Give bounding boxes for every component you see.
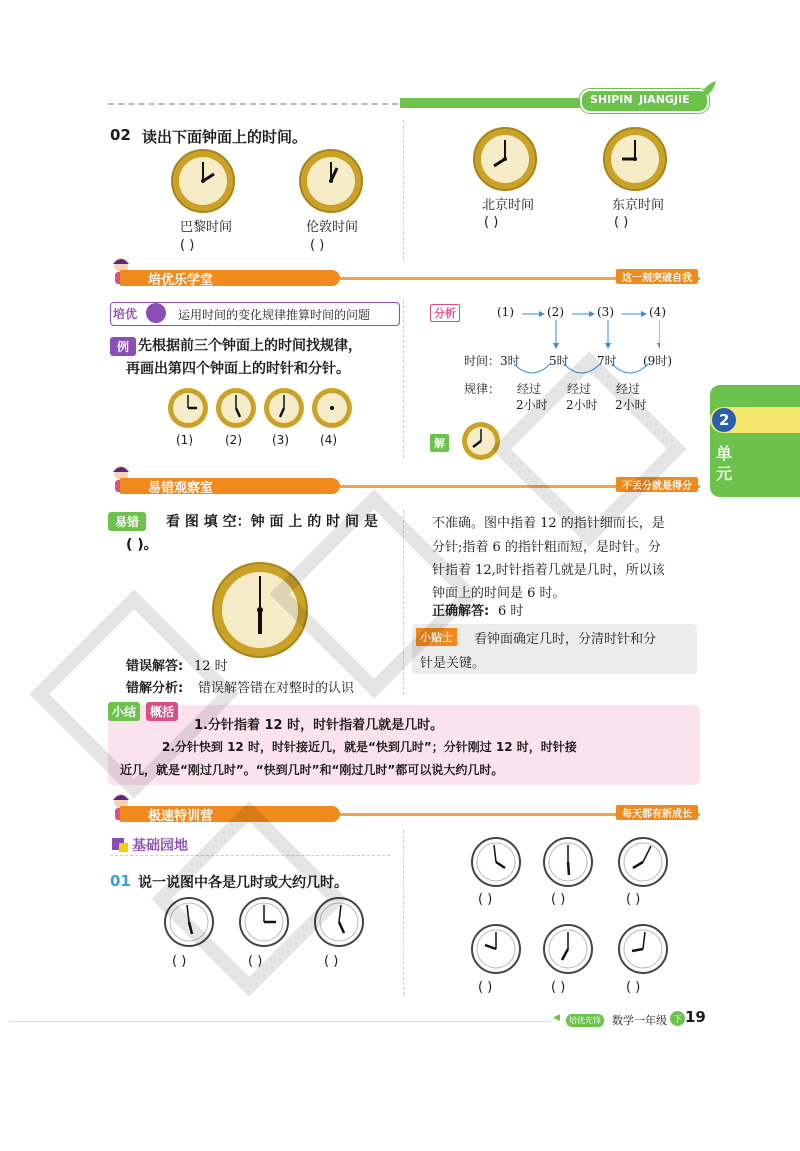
leaf-icon bbox=[698, 78, 720, 102]
jichu-q-text: 说一说图中各是几时或大约几时。 bbox=[138, 875, 348, 891]
clock-paris-label: 巴黎时间 bbox=[180, 220, 233, 235]
q02-text: 读出下面钟面上的时间。 bbox=[142, 128, 308, 146]
rule-1-b: 2小时 bbox=[516, 398, 548, 412]
yicuo-q-line2[interactable]: ( )。 bbox=[126, 537, 158, 553]
clock-london bbox=[298, 148, 364, 214]
exercise-answer-5[interactable]: ( ) bbox=[551, 892, 566, 907]
jichu-title: 基础园地 bbox=[132, 838, 188, 854]
example-label-2: (2) bbox=[225, 433, 242, 447]
seq-1: (1) bbox=[497, 305, 514, 319]
banner-tag: 每天都有新成长 bbox=[616, 805, 698, 820]
yicuo-q-line1: 看 图 填 空：钟 面 上 的 时 间 是 bbox=[166, 514, 378, 530]
banner-tag: 不丢分就是得分 bbox=[616, 477, 698, 492]
clock-london-label: 伦敦时间 bbox=[306, 220, 359, 235]
banner-jisu bbox=[110, 800, 700, 824]
exercise-answer-3[interactable]: ( ) bbox=[324, 954, 339, 969]
column-divider-bottom bbox=[403, 830, 404, 995]
peiyou-badge: 培优 bbox=[113, 307, 138, 321]
rule-2: 经过 bbox=[567, 382, 592, 396]
unit-char-1: 单 bbox=[716, 444, 733, 463]
rule-2-b: 2小时 bbox=[566, 398, 598, 412]
rule-1: 经过 bbox=[517, 382, 542, 396]
analysis-label: 错解分析: bbox=[126, 681, 184, 696]
tip-line2: 针是关键。 bbox=[420, 656, 486, 671]
clock-tokyo bbox=[602, 126, 668, 192]
banner-peiyou bbox=[110, 264, 700, 288]
wrong-value: 12 时 bbox=[194, 659, 228, 674]
column-divider-mid bbox=[403, 300, 404, 458]
exercise-clock-5 bbox=[542, 836, 594, 888]
jichu-square-icon-2 bbox=[119, 843, 128, 852]
answer-badge: 解 bbox=[430, 434, 449, 452]
correct-value: 6 时 bbox=[498, 604, 524, 619]
example-label-4: (4) bbox=[320, 433, 337, 447]
exercise-answer-4[interactable]: ( ) bbox=[478, 892, 493, 907]
peiyou-circle-icon bbox=[146, 303, 166, 323]
exercise-clock-6 bbox=[617, 836, 669, 888]
analysis-cont-4: 钟面上的时间是 6 时。 bbox=[432, 586, 566, 601]
clock-tokyo-label: 东京时间 bbox=[612, 198, 665, 213]
clock-paris-answer[interactable]: ( ) bbox=[180, 238, 195, 253]
time-prefix: 时间： bbox=[464, 354, 501, 368]
header-brand bbox=[580, 89, 709, 113]
seq-4: (4) bbox=[649, 305, 666, 319]
tip-badge: 小贴士 bbox=[416, 628, 457, 646]
analysis-cont-3: 针指着 12,时针指着几就是几时，所以该 bbox=[432, 563, 665, 578]
time-4: (9时) bbox=[643, 354, 672, 368]
example-clock-1 bbox=[166, 386, 210, 430]
exercise-answer-8[interactable]: ( ) bbox=[551, 980, 566, 995]
summary-badge-2: 概括 bbox=[146, 702, 178, 721]
clock-paris bbox=[170, 148, 236, 214]
exercise-clock-4 bbox=[470, 836, 522, 888]
exercise-clock-8 bbox=[542, 923, 594, 975]
unit-tab bbox=[710, 385, 800, 497]
example-clock-4 bbox=[310, 386, 354, 430]
example-clock-3 bbox=[262, 386, 306, 430]
header-green-stripe bbox=[400, 98, 600, 108]
header-dashed-line bbox=[108, 103, 398, 105]
example-line1: 先根据前三个钟面上的时间找规律， bbox=[138, 338, 362, 354]
footer-page: 19 bbox=[685, 1008, 706, 1026]
footer-badge: 培优先锋 bbox=[566, 1014, 604, 1027]
banner-title: 培优乐学堂 bbox=[148, 273, 214, 288]
example-badge: 例 bbox=[110, 337, 136, 356]
exercise-answer-6[interactable]: ( ) bbox=[626, 892, 641, 907]
exercise-clock-7 bbox=[470, 923, 522, 975]
analysis-cont-2: 分针;指着 6 的指针粗而短，是时针。分 bbox=[432, 540, 661, 555]
rule-3-b: 2小时 bbox=[615, 398, 647, 412]
exercise-answer-1[interactable]: ( ) bbox=[172, 954, 187, 969]
banner-title: 极速特训营 bbox=[148, 809, 214, 824]
rule-prefix: 规律： bbox=[464, 382, 501, 396]
footer-subject: 数学一年级 bbox=[612, 1014, 667, 1027]
clock-beijing bbox=[472, 126, 538, 192]
seq-3: (3) bbox=[597, 305, 614, 319]
example-line2: 再画出第四个钟面上的时针和分针。 bbox=[126, 361, 350, 377]
time-2: 5时 bbox=[549, 354, 569, 368]
exercise-answer-2[interactable]: ( ) bbox=[248, 954, 263, 969]
unit-char-2: 元 bbox=[716, 464, 733, 483]
brand-right: JIANGJIE bbox=[639, 93, 690, 106]
time-3: 7时 bbox=[597, 354, 617, 368]
yicuo-badge: 易错 bbox=[108, 512, 146, 531]
example-clock-2 bbox=[214, 386, 258, 430]
clock-tokyo-answer[interactable]: ( ) bbox=[614, 215, 629, 230]
unit-number: 2 bbox=[719, 411, 730, 429]
q02-number: 02 bbox=[110, 126, 131, 144]
banner-title: 易错观察室 bbox=[148, 481, 214, 496]
clock-beijing-answer[interactable]: ( ) bbox=[484, 215, 499, 230]
clock-beijing-label: 北京时间 bbox=[482, 198, 535, 213]
rule-3: 经过 bbox=[616, 382, 641, 396]
footer-line bbox=[10, 1021, 550, 1022]
example-label-3: (3) bbox=[272, 433, 289, 447]
brand-left: SHIPIN bbox=[590, 93, 633, 106]
wrong-label: 错误解答: bbox=[126, 659, 184, 674]
exercise-answer-9[interactable]: ( ) bbox=[626, 980, 641, 995]
analysis-cont-1: 不准确。图中指着 12 的指针细而长，是 bbox=[432, 516, 665, 531]
summary-badge-1: 小结 bbox=[108, 702, 140, 721]
column-divider-top bbox=[403, 120, 404, 260]
example-label-1: (1) bbox=[176, 433, 193, 447]
answer-clock bbox=[460, 420, 502, 462]
summary-line2: 2.分针快到 12 时，时针接近几，就是“快到几时”；分针刚过 12 时，时针接 bbox=[162, 740, 577, 754]
footer-arrow-icon: ◀ bbox=[553, 1013, 560, 1023]
exercise-clock-9 bbox=[617, 923, 669, 975]
analysis-badge: 分析 bbox=[430, 304, 460, 322]
tip-line1: 看钟面确定几时，分清时针和分 bbox=[474, 632, 657, 647]
summary-line1: 1.分针指着 12 时，时针指着几就是几时。 bbox=[194, 718, 444, 733]
summary-line3: 近几，就是“刚过几时”。“快到几时”和“刚过几时”都可以说大约几时。 bbox=[120, 763, 504, 777]
banner-tag: 这一刻突破自我 bbox=[616, 269, 698, 284]
footer-vol: 下 bbox=[670, 1011, 685, 1026]
seq-2: (2) bbox=[547, 305, 564, 319]
jichu-q-number: 01 bbox=[110, 872, 131, 890]
analysis-text: 错误解答错在对整时的认识 bbox=[198, 681, 355, 696]
exercise-answer-7[interactable]: ( ) bbox=[478, 980, 493, 995]
time-1: 3时 bbox=[500, 354, 520, 368]
correct-label: 正确解答: bbox=[432, 604, 490, 619]
peiyou-topic: 运用时间的变化规律推算时间的问题 bbox=[178, 308, 371, 322]
clock-london-answer[interactable]: ( ) bbox=[310, 238, 325, 253]
